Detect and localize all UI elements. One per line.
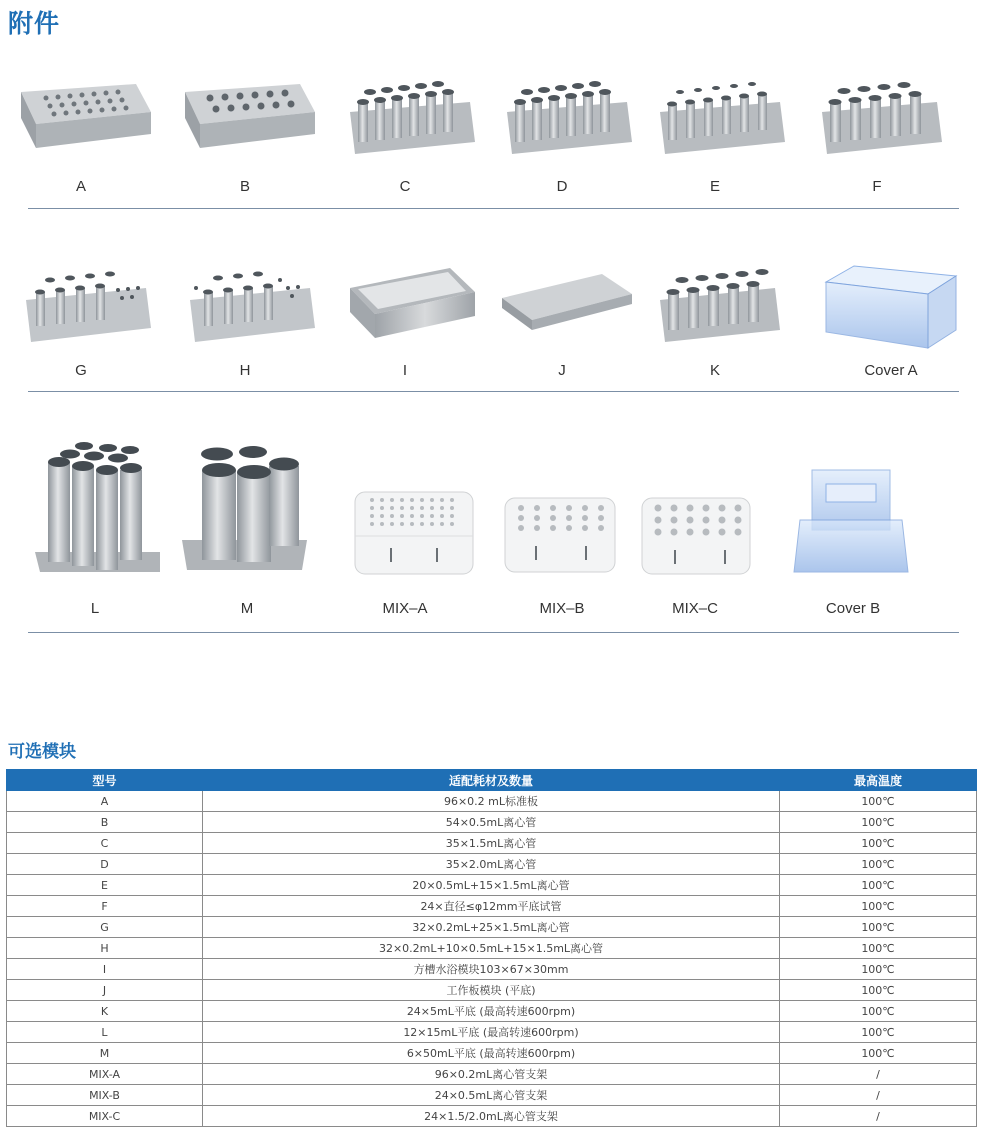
module-label: MIX–A	[382, 600, 428, 617]
module-label: E	[709, 178, 720, 195]
max-temp-cell: 100℃	[780, 1001, 977, 1022]
table-row	[7, 917, 977, 938]
table-row	[7, 959, 977, 980]
module-label: F	[872, 178, 882, 195]
module-label: Cover A	[864, 362, 918, 379]
col-max-temp: 最高温度	[780, 770, 977, 791]
col-consumables: 适配耗材及数量	[203, 770, 780, 791]
tube-block-image	[802, 72, 952, 162]
max-temp-cell: 100℃	[780, 833, 977, 854]
table-row	[7, 854, 977, 875]
model-cell: H	[7, 938, 203, 959]
module-mix-b	[487, 480, 637, 630]
cover-image	[778, 460, 928, 580]
max-temp-cell: /	[780, 1106, 977, 1127]
max-temp-cell: 100℃	[780, 980, 977, 1001]
module-b	[170, 72, 320, 202]
consumables-cell: 20×0.5mL+15×1.5mL离心管	[203, 875, 780, 896]
consumables-cell: 54×0.5mL离心管	[203, 812, 780, 833]
consumables-cell: 24×0.5mL离心管支架	[203, 1085, 780, 1106]
table-row	[7, 812, 977, 833]
mix-rack-image	[330, 480, 480, 580]
max-temp-cell: 100℃	[780, 917, 977, 938]
table-row	[7, 1022, 977, 1043]
module-label: G	[75, 362, 87, 379]
module-mix-a	[330, 480, 480, 630]
model-cell: MIX-B	[7, 1085, 203, 1106]
model-cell: J	[7, 980, 203, 1001]
row-divider	[28, 632, 959, 633]
module-label: MIX–B	[539, 600, 585, 617]
model-cell: F	[7, 896, 203, 917]
model-cell: B	[7, 812, 203, 833]
table-row	[7, 896, 977, 917]
max-temp-cell: 100℃	[780, 875, 977, 896]
tube-block-image	[640, 258, 790, 350]
table-row	[7, 791, 977, 812]
tube-block-image	[170, 258, 320, 350]
consumables-cell: 6×50mL平底 (最高转速600rpm)	[203, 1043, 780, 1064]
max-temp-cell: /	[780, 1085, 977, 1106]
row-divider	[28, 208, 959, 209]
module-f	[802, 72, 952, 202]
consumables-cell: 工作板模块 (平底)	[203, 980, 780, 1001]
cover-a	[816, 258, 966, 388]
consumables-cell: 35×1.5mL离心管	[203, 833, 780, 854]
water-bath-image	[330, 258, 480, 350]
max-temp-cell: 100℃	[780, 896, 977, 917]
max-temp-cell: 100℃	[780, 791, 977, 812]
model-cell: L	[7, 1022, 203, 1043]
flat-plate-image	[6, 72, 156, 162]
module-label: B	[239, 178, 250, 195]
table-header-row	[7, 770, 977, 791]
consumables-cell: 96×0.2mL离心管支架	[203, 1064, 780, 1085]
table-row	[7, 980, 977, 1001]
model-cell: E	[7, 875, 203, 896]
max-temp-cell: 100℃	[780, 854, 977, 875]
table-row	[7, 1001, 977, 1022]
module-mix-c	[620, 480, 770, 630]
max-temp-cell: 100℃	[780, 812, 977, 833]
mix-rack-image	[487, 480, 637, 580]
consumables-cell: 24×直径≤φ12mm平底试管	[203, 896, 780, 917]
module-i	[330, 258, 480, 388]
consumables-cell: 35×2.0mL离心管	[203, 854, 780, 875]
tube-block-image	[6, 258, 156, 350]
max-temp-cell: 100℃	[780, 938, 977, 959]
module-j	[487, 258, 637, 388]
consumables-cell: 32×0.2mL+25×1.5mL离心管	[203, 917, 780, 938]
max-temp-cell: 100℃	[780, 1043, 977, 1064]
row-divider	[28, 391, 959, 392]
cover-image	[816, 258, 966, 350]
model-cell: I	[7, 959, 203, 980]
max-temp-cell: 100℃	[780, 1022, 977, 1043]
section-title: 可选模块	[8, 742, 76, 762]
module-c	[330, 72, 480, 202]
module-d	[487, 72, 637, 202]
model-cell: G	[7, 917, 203, 938]
model-cell: A	[7, 791, 203, 812]
max-temp-cell: /	[780, 1064, 977, 1085]
col-model: 型号	[7, 770, 203, 791]
tube-block-image	[487, 72, 637, 162]
tall-tube-block-image	[30, 440, 160, 580]
consumables-cell: 方槽水浴模块103×67×30mm	[203, 959, 780, 980]
consumables-cell: 12×15mL平底 (最高转速600rpm)	[203, 1022, 780, 1043]
module-k	[640, 258, 790, 388]
table-row	[7, 1064, 977, 1085]
flat-plate-image	[170, 72, 320, 162]
module-label: D	[556, 178, 568, 195]
module-label: H	[239, 362, 251, 379]
module-l	[20, 440, 170, 630]
module-e	[640, 72, 790, 202]
table-row	[7, 833, 977, 854]
consumables-cell: 24×1.5/2.0mL离心管支架	[203, 1106, 780, 1127]
model-cell: C	[7, 833, 203, 854]
table-row	[7, 1106, 977, 1127]
table-row	[7, 1085, 977, 1106]
cover-b	[778, 460, 928, 630]
module-label: C	[399, 178, 411, 195]
module-label: J	[558, 362, 566, 379]
work-plate-image	[487, 258, 637, 350]
consumables-cell: 24×5mL平底 (最高转速600rpm)	[203, 1001, 780, 1022]
module-label: MIX–C	[672, 600, 718, 617]
model-cell: MIX-A	[7, 1064, 203, 1085]
tube-block-image	[330, 72, 480, 162]
consumables-cell: 96×0.2 mL标准板	[203, 791, 780, 812]
consumables-cell: 32×0.2mL+10×0.5mL+15×1.5mL离心管	[203, 938, 780, 959]
module-h	[170, 258, 320, 388]
module-label: A	[75, 178, 86, 195]
module-label: K	[709, 362, 720, 379]
modules-table	[6, 769, 977, 1127]
model-cell: K	[7, 1001, 203, 1022]
module-g	[6, 258, 156, 388]
mix-rack-image	[620, 480, 770, 580]
table-row	[7, 1043, 977, 1064]
module-label: Cover B	[825, 600, 881, 617]
module-a	[6, 72, 156, 202]
module-label: M	[240, 600, 254, 617]
module-label: I	[402, 362, 408, 379]
model-cell: D	[7, 854, 203, 875]
table-row	[7, 875, 977, 896]
model-cell: M	[7, 1043, 203, 1064]
tube-block-image	[640, 72, 790, 162]
module-label: L	[90, 600, 100, 617]
max-temp-cell: 100℃	[780, 959, 977, 980]
model-cell: MIX-C	[7, 1106, 203, 1127]
tall-tube-block-image	[177, 440, 317, 580]
page-title: 附件	[8, 9, 61, 38]
module-m	[172, 440, 322, 630]
table-row	[7, 938, 977, 959]
